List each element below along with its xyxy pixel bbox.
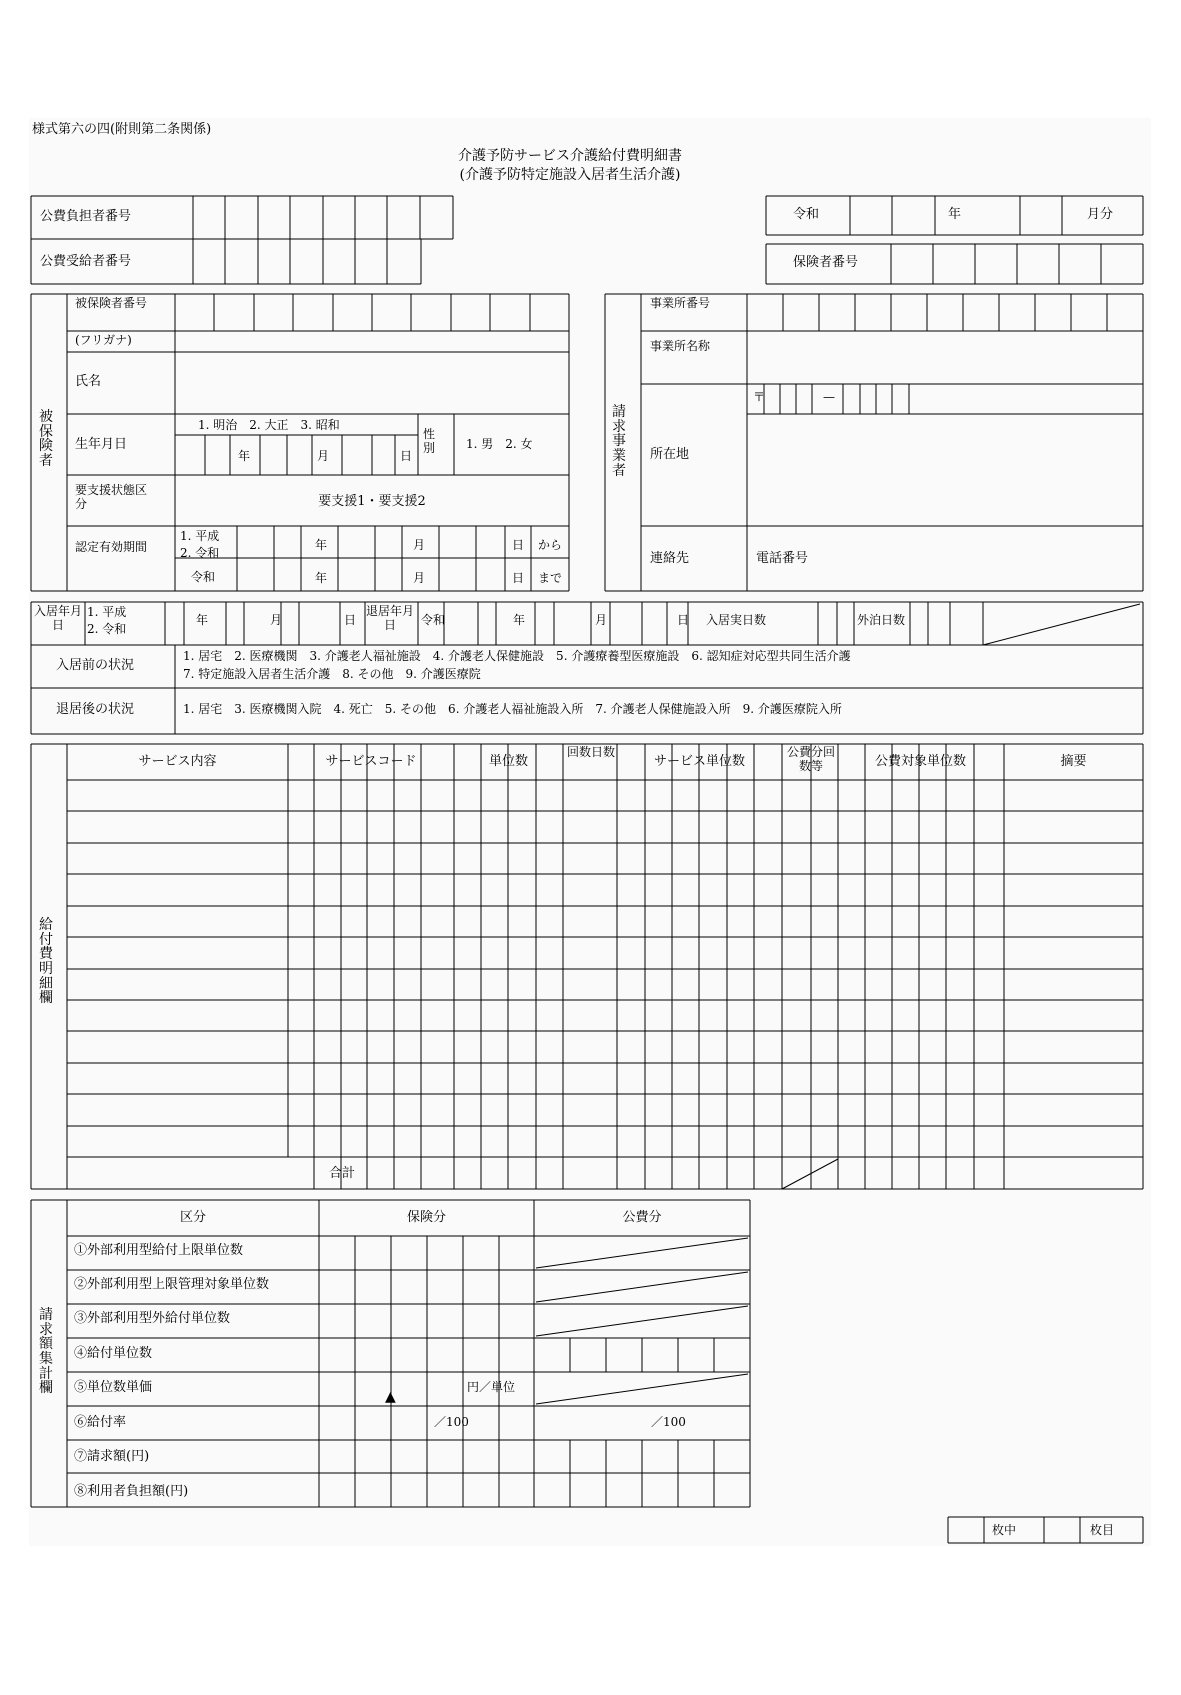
office-number-label: 事業所番号 [650,296,711,310]
benefit-detail-section-label: 給付費明細欄 [39,917,53,1007]
claim-summary-section-label: 請求額集計欄 [39,1307,53,1397]
summary-row-2: ②外部利用型上限管理対象単位数 [74,1277,270,1292]
birthdate-label: 生年月日 [75,437,128,452]
public-recipient-number-label: 公費受給者番号 [40,254,132,269]
contact-label: 連絡先 [650,551,690,566]
col-service-code: サービスコード [325,754,417,769]
sheet-number-label: 枚目 [1090,1523,1115,1537]
cert-end-year-unit: 年 [315,571,328,585]
service-month-label: 月分 [1087,207,1114,222]
summary-row-3: ③外部利用型外給付単位数 [74,1311,231,1326]
grid-line [782,1159,838,1189]
sex-label: 性別 [423,427,436,455]
after-move-out-options: 1. 居宅 3. 医療機関入院 4. 死亡 5. その他 6. 介護老人福祉施設入所 7. 介護老人保健施設入所 9. 介護医療院入所 [183,702,842,716]
summary-row-1: ①外部利用型給付上限単位数 [74,1243,244,1258]
form-title: 介護予防サービス介護給付費明細書 [458,148,682,164]
after-move-out-label: 退居後の状況 [56,702,135,717]
before-move-in-options-line2: 7. 特定施設入居者生活介護 8. その他 9. 介護医療院 [183,667,481,681]
sheet-total-label: 枚中 [992,1523,1017,1537]
insurance-rate-suffix: ／100 [434,1415,469,1429]
summary-header-insurance: 保険分 [406,1210,446,1225]
col-service-units: サービス単位数 [653,754,745,769]
before-move-in-label: 入居前の状況 [56,658,135,673]
cert-end-day-unit: 日 [512,571,525,585]
move-in-day-unit: 日 [344,613,357,627]
grid-line [983,604,1140,645]
move-out-month-unit: 月 [595,613,608,627]
move-out-day-unit: 日 [677,613,690,627]
move-in-era-reiwa: 2. 令和 [87,622,127,636]
actual-days-label: 入居実日数 [706,613,767,627]
postal-mark: 〒 [753,390,766,404]
public-rate-suffix: ／100 [651,1415,686,1429]
unit-price-suffix: 円／単位 [467,1380,516,1394]
phone-label: 電話番号 [756,551,809,566]
move-in-era-heisei: 1. 平成 [87,605,127,619]
col-count-days: 回数日数 [567,745,616,759]
benefit-total-label: 合計 [328,1166,355,1181]
birth-year-unit: 年 [238,449,251,463]
birth-month-unit: 月 [317,449,330,463]
name-label: 氏名 [75,374,102,389]
sex-options: 1. 男 2. 女 [466,437,533,451]
grid-line [536,1306,748,1336]
overnight-out-days-label: 外泊日数 [857,613,906,627]
col-service-content: サービス内容 [138,754,217,769]
cert-era-heisei: 1. 平成 [180,529,220,543]
office-name-label: 事業所名称 [650,339,711,353]
grid-line [536,1272,748,1302]
cert-end-month-unit: 月 [413,571,426,585]
birth-era-options: 1. 明治 2. 大正 3. 昭和 [198,418,340,432]
col-units: 単位数 [488,754,528,769]
grid-line [536,1238,748,1268]
summary-row-4: ④給付単位数 [74,1346,153,1361]
cert-from-label: から [538,538,563,552]
summary-row-7: ⑦請求額(円) [74,1449,150,1464]
form-number: 様式第六の四(附則第二条関係) [32,122,212,137]
form-subtitle: (介護予防特定施設入居者生活介護) [459,167,681,183]
furigana-label: (フリガナ) [75,333,132,347]
cert-start-month-unit: 月 [413,538,426,552]
col-public-target-units: 公費対象単位数 [874,754,966,769]
cert-era-reiwa: 2. 令和 [180,546,220,560]
cert-start-year-unit: 年 [315,538,328,552]
address-label: 所在地 [650,447,690,462]
summary-row-5: ⑤単位数単価 [74,1380,153,1395]
move-out-year-unit: 年 [513,613,526,627]
provider-section-label: 請求事業者 [612,404,626,479]
summary-row-6: ⑥給付率 [74,1415,127,1430]
support-level-label: 要支援状態区分 [75,483,148,511]
public-payer-number-label: 公費負担者番号 [40,209,132,224]
move-in-month-unit: 月 [270,613,283,627]
postal-dash: — [823,390,835,404]
cert-era-reiwa-end: 令和 [191,570,216,584]
insured-section-label: 被保険者 [39,409,53,470]
summary-header-category: 区分 [179,1210,206,1225]
support-level-value: 要支援1・要支援2 [318,494,426,509]
move-out-date-label: 退居年月日 [366,604,415,632]
birth-day-unit: 日 [400,449,413,463]
cert-start-day-unit: 日 [512,538,525,552]
move-out-era: 令和 [421,613,446,627]
service-year-label: 年 [948,207,962,222]
service-era-label: 令和 [793,207,820,222]
certification-period-label: 認定有効期間 [75,540,148,554]
grid-line [536,1374,748,1404]
summary-header-public: 公費分 [622,1210,662,1225]
col-public-count: 公費分回数等 [786,745,835,774]
before-move-in-options-line1: 1. 居宅 2. 医療機関 3. 介護老人福祉施設 4. 介護老人保健施設 5. 介護療養型医療施設 6. 認知症対応型共同生活介護 [183,649,851,663]
cert-until-label: まで [538,571,563,585]
unit-price-decimal-mark: ▲ [385,1389,396,1405]
move-in-year-unit: 年 [196,613,209,627]
insured-number-label: 被保険者番号 [75,296,148,310]
insurer-number-label: 保険者番号 [793,255,859,270]
summary-row-8: ⑧利用者負担額(円) [74,1484,189,1499]
col-remarks: 摘要 [1060,754,1087,769]
move-in-date-label: 入居年月日 [34,604,83,632]
